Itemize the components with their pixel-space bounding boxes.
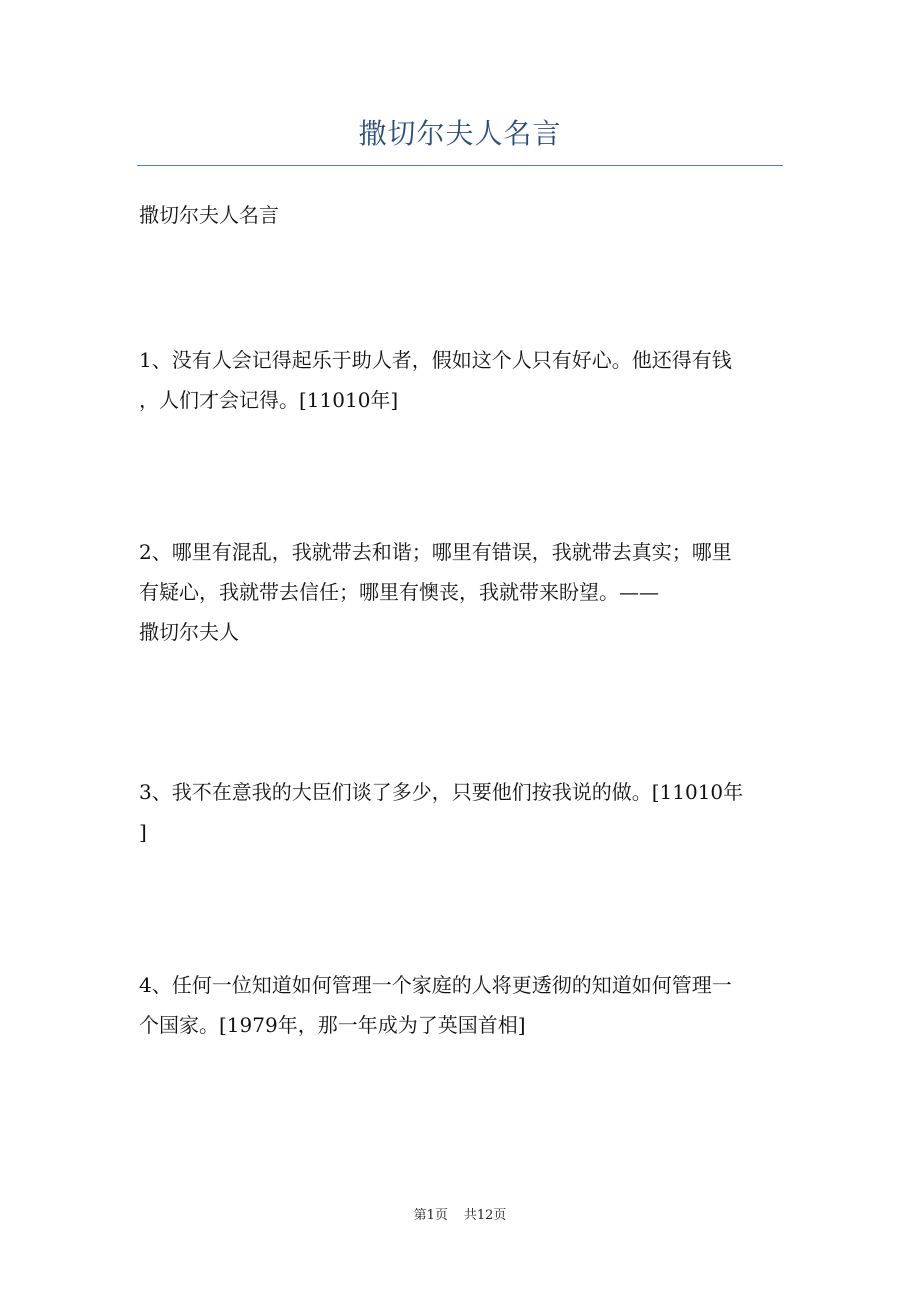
- quote-2-line-1: 2、哪里有混乱，我就带去和谐；哪里有错误，我就带去真实；哪里: [139, 540, 732, 564]
- page-number-total: 共12页: [463, 1208, 507, 1223]
- quote-2-line-2: 有疑心，我就带去信任；哪里有懊丧，我就带来盼望。——: [139, 580, 659, 604]
- page-number-current: 第1页: [413, 1208, 448, 1223]
- quote-1: [139, 340, 785, 420]
- quote-2: [139, 532, 785, 652]
- quote-2-line-3: 撒切尔夫人: [139, 620, 239, 644]
- quote-3-line-2: ]: [139, 820, 147, 844]
- page-title: 撒切尔夫人名言: [358, 117, 562, 150]
- quote-4-line-1: 4、任何一位知道如何管理一个家庭的人将更透彻的知道如何管理一: [139, 973, 732, 997]
- quote-3-line-1: 3、我不在意我的大臣们谈了多少，只要他们按我说的做。[11010年: [139, 780, 744, 804]
- quote-1-line-1: 1、没有人会记得起乐于助人者，假如这个人只有好心。他还得有钱: [139, 348, 732, 372]
- page-footer: [0, 1206, 920, 1226]
- title-underline-divider: [137, 165, 783, 166]
- quote-1-line-2: ，人们才会记得。[11010年]: [139, 388, 399, 412]
- document-heading: 撒切尔夫人名言: [139, 203, 279, 227]
- quote-3: [139, 772, 785, 852]
- quote-4-line-2: 个国家。[1979年，那一年成为了英国首相]: [139, 1013, 526, 1037]
- quote-4: [139, 965, 785, 1045]
